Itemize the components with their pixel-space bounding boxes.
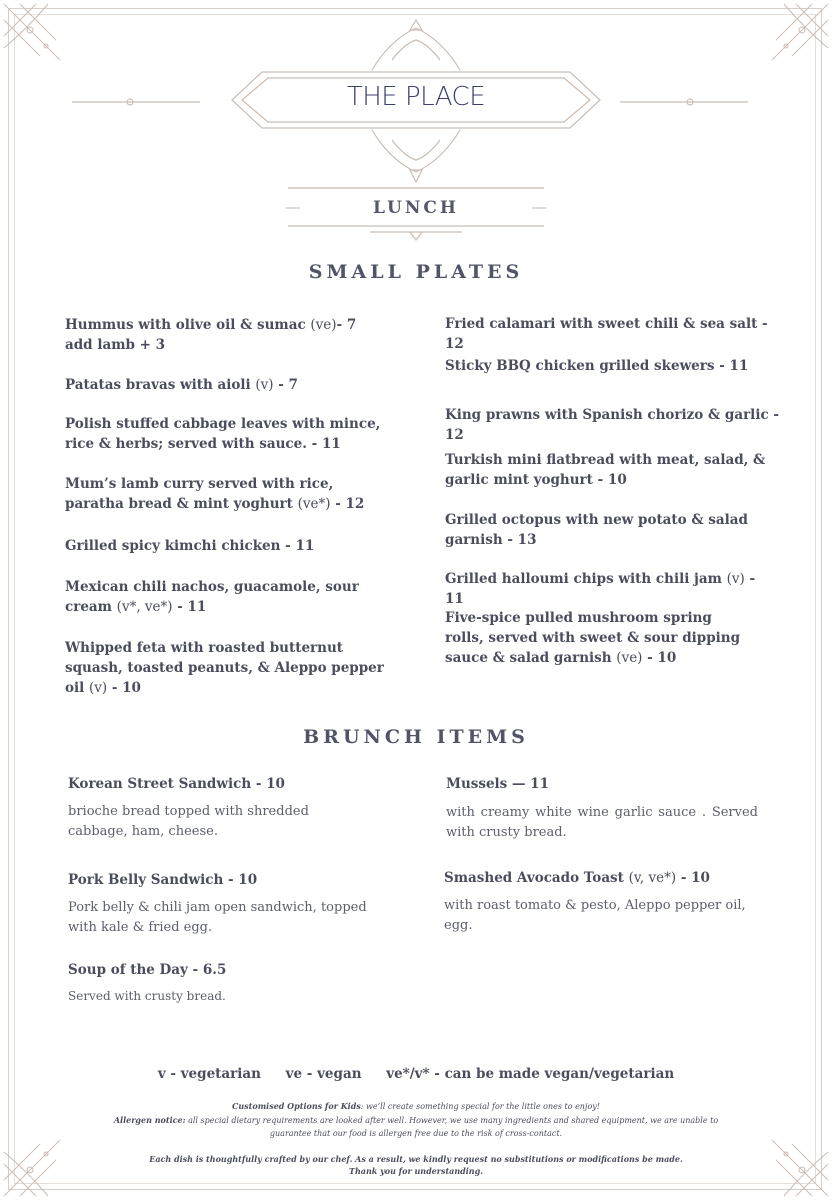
menu-item: Five-spice pulled mushroom spring rolls, served with sweet & sour dipping sauce & salad garnish (ve) - 10: [445, 610, 741, 666]
brunch-item-title: Soup of the Day - 6.5: [68, 962, 227, 978]
legend-vegetarian: v - vegetarian: [157, 1066, 261, 1082]
legend-adaptable: ve*/v* - can be made vegan/vegetarian: [386, 1066, 675, 1082]
brunch-item-title: Mussels — 11: [446, 776, 549, 792]
brunch-item-desc: Pork belly & chili jam open sandwich, topped with kale & fried egg.: [68, 900, 367, 935]
menu-item: Grilled octopus with new potato & salad garnish - 13: [445, 512, 748, 548]
menu-item: Polish stuffed cabbage leaves with mince, rice & herbs; served with sauce. - 11: [65, 416, 381, 452]
menu-label: LUNCH: [373, 198, 459, 218]
diet-legend: [0, 1066, 832, 1082]
brunch-item-desc: with roast tomato & pesto, Aleppo pepper oil, egg.: [444, 898, 746, 933]
section-title-brunch: BRUNCH ITEMS: [303, 726, 529, 748]
kids-notice: Customised Options for Kids: we’ll create something special for the little ones to enjoy!: [231, 1101, 600, 1111]
menu-item: Mum’s lamb curry served with rice, paratha bread & mint yoghurt (ve*) - 12: [65, 476, 365, 512]
logo-text: THE PLACE: [346, 82, 486, 112]
menu-item: Sticky BBQ chicken grilled skewers - 11: [445, 358, 749, 374]
chef-notice: Each dish is thoughtfully crafted by our chef. As a result, we kindly request no substitutions or modifications be made.: [149, 1154, 683, 1164]
brunch-item-desc: brioche bread topped with shredded cabbage, ham, cheese.: [68, 804, 309, 839]
corner-ornament-icon: [0, 1136, 64, 1200]
brunch-item-desc: Served with crusty bread.: [68, 989, 226, 1003]
menu-item: Hummus with olive oil & sumac (ve)- 7 add lamb + 3: [65, 317, 357, 353]
menu-item: Mexican chili nachos, guacamole, sour cream (v*, ve*) - 11: [65, 579, 359, 615]
allergen-notice: Allergen notice: all special dietary requirements are looked after well. However, we use many ingredients and shared equipment, we are unable to guarantee that our food is allergen free due to the risk of cross-contact.: [113, 1115, 719, 1138]
menu-item: Turkish mini flatbread with meat, salad, & garlic mint yoghurt - 10: [445, 452, 766, 488]
thanks-text: Thank you for understanding.: [348, 1166, 484, 1176]
brunch-item-title: Smashed Avocado Toast (v, ve*) - 10: [444, 870, 710, 886]
menu-item: Grilled spicy kimchi chicken - 11: [65, 538, 315, 554]
corner-ornament-icon: [768, 1136, 832, 1200]
menu-item: King prawns with Spanish chorizo & garlic - 12: [445, 407, 779, 443]
section-title-small-plates: SMALL PLATES: [308, 261, 524, 283]
brunch-item-desc: with creamy white wine garlic sauce . Served with crusty bread.: [446, 805, 758, 840]
brunch-item-title: Pork Belly Sandwich - 10: [68, 872, 258, 888]
legend-vegan: ve - vegan: [285, 1066, 362, 1082]
menu-item: Whipped feta with roasted butternut squash, toasted peanuts, & Aleppo pepper oil (v) - 10: [65, 640, 384, 696]
menu-item: Grilled halloumi chips with chili jam (v) - 11: [445, 571, 756, 607]
brunch-item-title: Korean Street Sandwich - 10: [68, 776, 285, 792]
menu-item: Patatas bravas with aioli (v) - 7: [65, 377, 298, 393]
menu-item: Fried calamari with sweet chili & sea salt - 12: [445, 316, 768, 352]
